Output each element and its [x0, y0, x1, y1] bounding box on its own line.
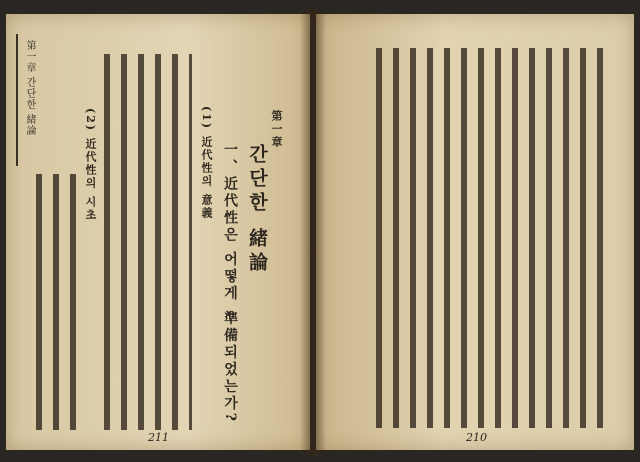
right-page [316, 14, 634, 450]
page-number-left: 211 [148, 431, 169, 444]
chapter-title: 간단한 緒論 [246, 144, 268, 276]
body-text-block-2 [36, 174, 76, 430]
page-number-right: 210 [466, 431, 487, 444]
subsection-title-2: (2) 近代性의 시초 [84, 108, 97, 222]
section-title: 一、近代性은 어떻게 準備되었는가? [222, 142, 238, 424]
running-head: 第一章 간단한 緒論 [24, 40, 35, 137]
subsection-title-1: (1) 近代性의 意義 [200, 106, 213, 220]
chapter-label: 第一章 [270, 110, 283, 149]
body-text-block-1 [104, 54, 192, 430]
left-page [6, 14, 310, 450]
running-head-rule [16, 34, 18, 166]
body-text-block-3 [376, 48, 612, 428]
book-gutter [300, 10, 326, 456]
